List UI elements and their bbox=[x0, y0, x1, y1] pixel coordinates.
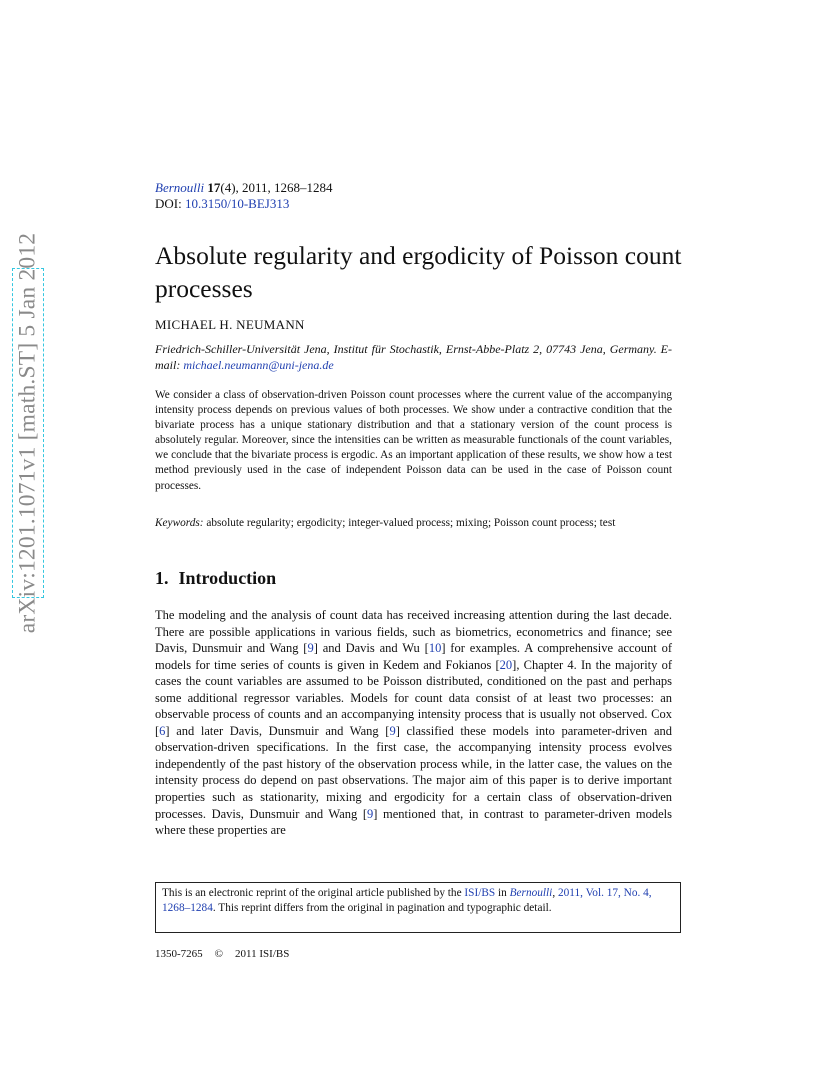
citation-link[interactable]: 9 bbox=[307, 641, 314, 656]
section-number: 1. bbox=[155, 568, 169, 588]
doi-line bbox=[155, 196, 333, 212]
arxiv-identifier-stamp bbox=[12, 232, 44, 634]
intro-text: ], Chapter 4. In the majority of cases the count variables are assumed to be Poisson distributed, conditioned on the past and perhaps some additional regressor variables. Models for count data consist of at least two processes: an observable process of counts and an accompanying intensity process that is usually not observed. Cox [ bbox=[155, 657, 672, 738]
reprint-note-text: in bbox=[498, 887, 507, 899]
copyright-text: 2011 ISI/BS bbox=[235, 948, 290, 960]
keywords bbox=[155, 516, 672, 531]
affiliation-text: Friedrich-Schiller-Universität Jena, Institut für Stochastik, Ernst-Abbe-Platz 2, 07743 Jena, Germany. E-mail: bbox=[155, 342, 672, 372]
intro-text: ] mentioned that, in contrast to parameter-driven models where these properties are bbox=[155, 806, 672, 838]
author-affiliation bbox=[155, 341, 672, 373]
citation-link[interactable]: 9 bbox=[367, 806, 374, 821]
intro-text: ] and later Davis, Dunsmuir and Wang [ bbox=[165, 723, 390, 738]
issn-copyright-line bbox=[155, 948, 289, 960]
reprint-note-box bbox=[155, 882, 681, 933]
citation-link[interactable]: 10 bbox=[428, 641, 442, 656]
reprint-note-text: . This reprint differs from the original in pagination and typographic detail. bbox=[212, 902, 552, 914]
doi-link[interactable]: 10.3150/10-BEJ313 bbox=[184, 196, 290, 211]
citation-details-link[interactable]: 2011, Vol. 17, No. 4, 1268–1284 bbox=[162, 887, 652, 914]
intro-text: ] and Davis and Wu [ bbox=[313, 641, 429, 656]
keywords-label: Keywords: bbox=[155, 517, 204, 529]
citation-link[interactable]: 6 bbox=[159, 723, 166, 738]
abstract: We consider a class of observation-driven Poisson count processes where the current value of the accompanying intensity process depends on previous values of both processes. We show under a contractive condition that the bivariate process has a unique stationary distribution and that a stationary version of the count process is absolutely regular. Moreover, since the intensities can be written as measurable functionals of the count variables, we conclude that the bivariate process is ergodic. As an important application of these results, we show how a test method previously used in the case of independent Poisson data can be used in the case of Poisson count processes. bbox=[155, 389, 672, 492]
citation-link[interactable]: 20 bbox=[499, 657, 513, 672]
section-title: Introduction bbox=[178, 568, 277, 588]
journal-link[interactable]: Bernoulli bbox=[509, 887, 553, 899]
copyright-symbol: © bbox=[214, 948, 224, 960]
arxiv-identifier-text: arXiv:1201.1071v1 [math.ST] 5 Jan 2012 bbox=[14, 232, 41, 634]
author-name: MICHAEL H. NEUMANN bbox=[155, 317, 305, 332]
journal-name-link[interactable]: Bernoulli bbox=[155, 180, 205, 195]
intro-text: The modeling and the analysis of count data has received increasing attention during the last decade. There are possible applications in various fields, such as biometrics, econometrics and finance; see Davis, Dunsmuir and Wang [ bbox=[155, 608, 672, 656]
keywords-text: absolute regularity; ergodicity; integer-valued process; mixing; Poisson count process; test bbox=[206, 517, 616, 529]
publisher-link[interactable]: ISI/BS bbox=[464, 887, 496, 899]
doi-label: DOI: bbox=[155, 196, 182, 211]
journal-volume: 17 bbox=[207, 180, 221, 195]
citation-link[interactable]: 9 bbox=[389, 723, 396, 738]
introduction-paragraph bbox=[155, 607, 672, 839]
issn-number: 1350-7265 bbox=[155, 948, 203, 960]
journal-issue-year-pages: (4), 2011, 1268–1284 bbox=[220, 180, 333, 195]
reprint-note-text: This is an electronic reprint of the original article published by the bbox=[162, 887, 462, 899]
reprint-note-text: , bbox=[552, 887, 556, 899]
intro-text: ] for examples. A comprehensive account of models for time series of counts is given in Kedem and Fokianos [ bbox=[155, 641, 672, 672]
section-heading-introduction bbox=[155, 568, 276, 589]
journal-citation bbox=[155, 180, 333, 212]
journal-reference-line bbox=[155, 180, 333, 196]
intro-text: ] classified these models into parameter-driven and observation-driven specifications. In the first case, the accompanying intensity process evolves independently of the past history of the observation process while, in the latter case, the values on the intensity process do depend on past observations. The major aim of this paper is to derive important properties such as stationarity, mixing and ergodicity for a certain class of observation-driven processes. Davis, Dunsmuir and Wang [ bbox=[155, 723, 672, 821]
author-email-link[interactable]: michael.neumann@uni-jena.de bbox=[183, 358, 334, 372]
paper-title: Absolute regularity and ergodicity of Poisson count processes bbox=[155, 241, 682, 303]
